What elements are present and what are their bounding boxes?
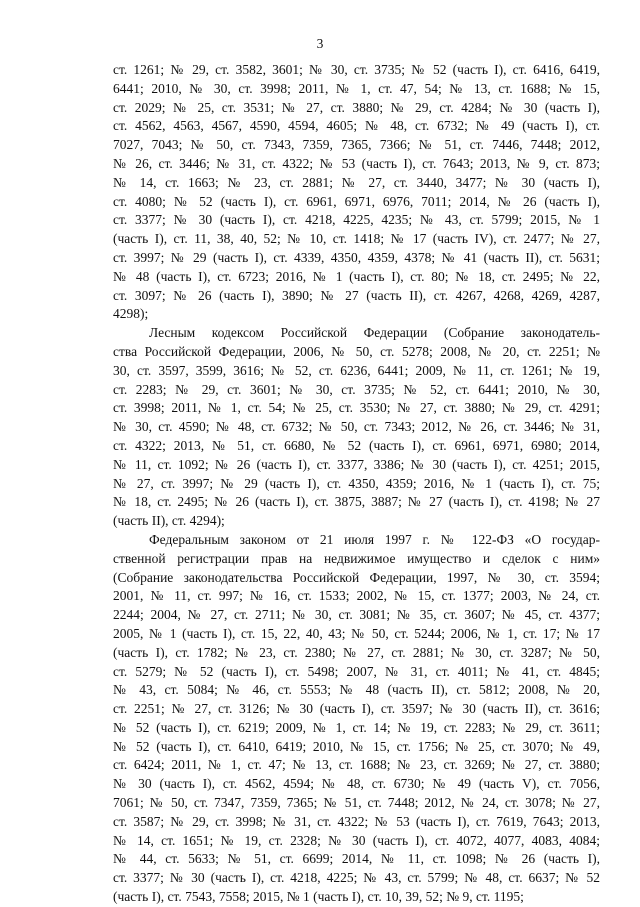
text-line: ственной регистрации прав на недвижимое имущество и сделок с ним» <box>113 550 600 566</box>
paragraph <box>113 324 600 531</box>
text-line: ст. 3997; № 29 (часть I), ст. 4339, 4350, 4359, 4378; № 41 (часть II), ст. 5631; <box>113 249 600 265</box>
text-line: 30, ст. 3597, 3599, 3616; № 52, ст. 6236, 6441; 2009, № 11, ст. 1261; № 19, <box>113 362 600 378</box>
text-line: (часть I), ст. 1782; № 23, ст. 2380; № 27, ст. 2881; № 30, ст. 3287; № 50, <box>113 644 600 660</box>
text-line: № 48 (часть I), ст. 6723; 2016, № 1 (часть I), ст. 80; № 18, ст. 2495; № 22, <box>113 268 600 284</box>
text-line: ст. 3998; 2011, № 1, ст. 54; № 25, ст. 3530; № 27, ст. 3880; № 29, ст. 4291; <box>113 400 600 416</box>
page-number: 3 <box>316 36 324 51</box>
text-line: № 43, ст. 5084; № 46, ст. 5553; № 48 (часть II), ст. 5812; 2008, № 20, <box>113 682 600 698</box>
text-line: ст. 2283; № 29, ст. 3601; № 30, ст. 3735; № 52, ст. 6441; 2010, № 30, <box>113 381 600 397</box>
text-line: № 44, ст. 5633; № 51, ст. 6699; 2014, № 11, ст. 1098; № 26 (часть I), <box>113 851 600 867</box>
text-line: ства Российской Федерации, 2006, № 50, ст. 5278; 2008, № 20, ст. 2251; № <box>113 343 600 359</box>
text-line: 7027, 7043; № 50, ст. 7343, 7359, 7365, 7366; № 51, ст. 7446, 7448; 2012, <box>113 137 600 153</box>
text-line: 7061; № 50, ст. 7347, 7359, 7365; № 51, ст. 7448; 2012, № 24, ст. 3078; № 27, <box>113 795 600 811</box>
text-line: (Собрание законодательства Российской Федерации, 1997, № 30, ст. 3594; <box>113 569 600 585</box>
text-line: ст. 3377; № 30 (часть I), ст. 4218, 4225, 4235; № 43, ст. 5799; 2015, № 1 <box>113 212 600 228</box>
text-line: ст. 3377; № 30 (часть I), ст. 4218, 4225; № 43, ст. 5799; № 48, ст. 6637; № 52 <box>113 870 600 886</box>
text-line: 2244; 2004, № 27, ст. 2711; № 30, ст. 3081; № 35, ст. 3607; № 45, ст. 4377; <box>113 607 600 623</box>
text-line: ст. 4322; 2013, № 51, ст. 6680, № 52 (часть I), ст. 6961, 6971, 6980; 2014, <box>113 437 600 453</box>
text-line: Лесным кодексом Российской Федерации (Собрание законодатель- <box>149 325 600 341</box>
paragraph <box>113 61 600 324</box>
text-line: (часть II), ст. 4294); <box>113 513 225 529</box>
text-line: ст. 4080; № 52 (часть I), ст. 6961, 6971, 6976, 7011; 2014, № 26 (часть I), <box>113 193 600 209</box>
text-line: ст. 5279; № 52 (часть I), ст. 5498; 2007, № 31, ст. 4011; № 41, ст. 4845; <box>113 663 600 679</box>
text-line: Федеральным законом от 21 июля 1997 г. № 122-ФЗ «О государ- <box>149 531 600 547</box>
text-line: № 26, ст. 3446; № 31, ст. 4322; № 53 (часть I), ст. 7643; 2013, № 9, ст. 873; <box>113 155 600 171</box>
text-line: 2005, № 1 (часть I), ст. 15, 22, 40, 43; № 50, ст. 5244; 2006, № 1, ст. 17; № 17 <box>113 625 600 641</box>
text-line: 4298); <box>113 306 149 322</box>
text-line: ст. 4562, 4563, 4567, 4590, 4594, 4605; № 48, ст. 6732; № 49 (часть I), ст. <box>113 118 600 134</box>
text-line: № 18, ст. 2495; № 26 (часть I), ст. 3875, 3887; № 27 (часть I), ст. 4198; № 27 <box>113 494 600 510</box>
text-line: (часть I), ст. 11, 38, 40, 52; № 10, ст. 1418; № 17 (часть IV), ст. 2477; № 27, <box>113 231 600 247</box>
text-line: № 30 (часть I), ст. 4562, 4594; № 48, ст. 6730; № 49 (часть V), ст. 7056, <box>113 776 600 792</box>
text-line: ст. 3097; № 26 (часть I), 3890; № 27 (часть II), ст. 4267, 4268, 4269, 4287, <box>113 287 600 303</box>
paragraph <box>113 531 600 907</box>
text-line: ст. 6424; 2011, № 1, ст. 47; № 13, ст. 1688; № 23, ст. 3269; № 27, ст. 3880; <box>113 757 600 773</box>
text-line: ст. 2251; № 27, ст. 3126; № 30 (часть I), ст. 3597; № 30 (часть II), ст. 3616; <box>113 701 600 717</box>
text-line: ст. 2029; № 25, ст. 3531; № 27, ст. 3880; № 29, ст. 4284; № 30 (часть I), <box>113 99 600 115</box>
text-line: № 52 (часть I), ст. 6410, 6419; 2010, № 15, ст. 1756; № 25, ст. 3070; № 49, <box>113 738 600 754</box>
text-line: ст. 3587; № 29, ст. 3998; № 31, ст. 4322; № 53 (часть I), ст. 7619, 7643; 2013, <box>113 813 600 829</box>
text-line: (часть I), ст. 7543, 7558; 2015, № 1 (часть I), ст. 10, 39, 52; № 9, ст. 1195; <box>113 889 524 905</box>
text-line: № 27, ст. 3997; № 29 (часть I), ст. 4350, 4359; 2016, № 1 (часть I), ст. 75; <box>113 475 600 491</box>
text-line: № 11, ст. 1092; № 26 (часть I), ст. 3377, 3386; № 30 (часть I), ст. 4251; 2015, <box>113 456 600 472</box>
text-line: 6441; 2010, № 30, ст. 3998; 2011, № 1, ст. 47, 54; № 13, ст. 1688; № 15, <box>113 80 600 96</box>
text-line: ст. 1261; № 29, ст. 3582, 3601; № 30, ст. 3735; № 52 (часть I), ст. 6416, 6419, <box>113 62 600 77</box>
text-line: № 52 (часть I), ст. 6219; 2009, № 1, ст. 14; № 19, ст. 2283; № 29, ст. 3611; <box>113 719 600 735</box>
document-body <box>113 61 600 907</box>
text-line: № 14, ст. 1651; № 19, ст. 2328; № 30 (часть I), ст. 4072, 4077, 4083, 4084; <box>113 832 600 848</box>
text-line: № 14, ст. 1663; № 23, ст. 2881; № 27, ст. 3440, 3477; № 30 (часть I), <box>113 174 600 190</box>
text-line: № 30, ст. 4590; № 48, ст. 6732; № 50, ст. 7343; 2012, № 26, ст. 3446; № 31, <box>113 419 600 435</box>
text-line: 2001, № 11, ст. 997; № 16, ст. 1533; 2002, № 15, ст. 1377; 2003, № 24, ст. <box>113 588 600 604</box>
